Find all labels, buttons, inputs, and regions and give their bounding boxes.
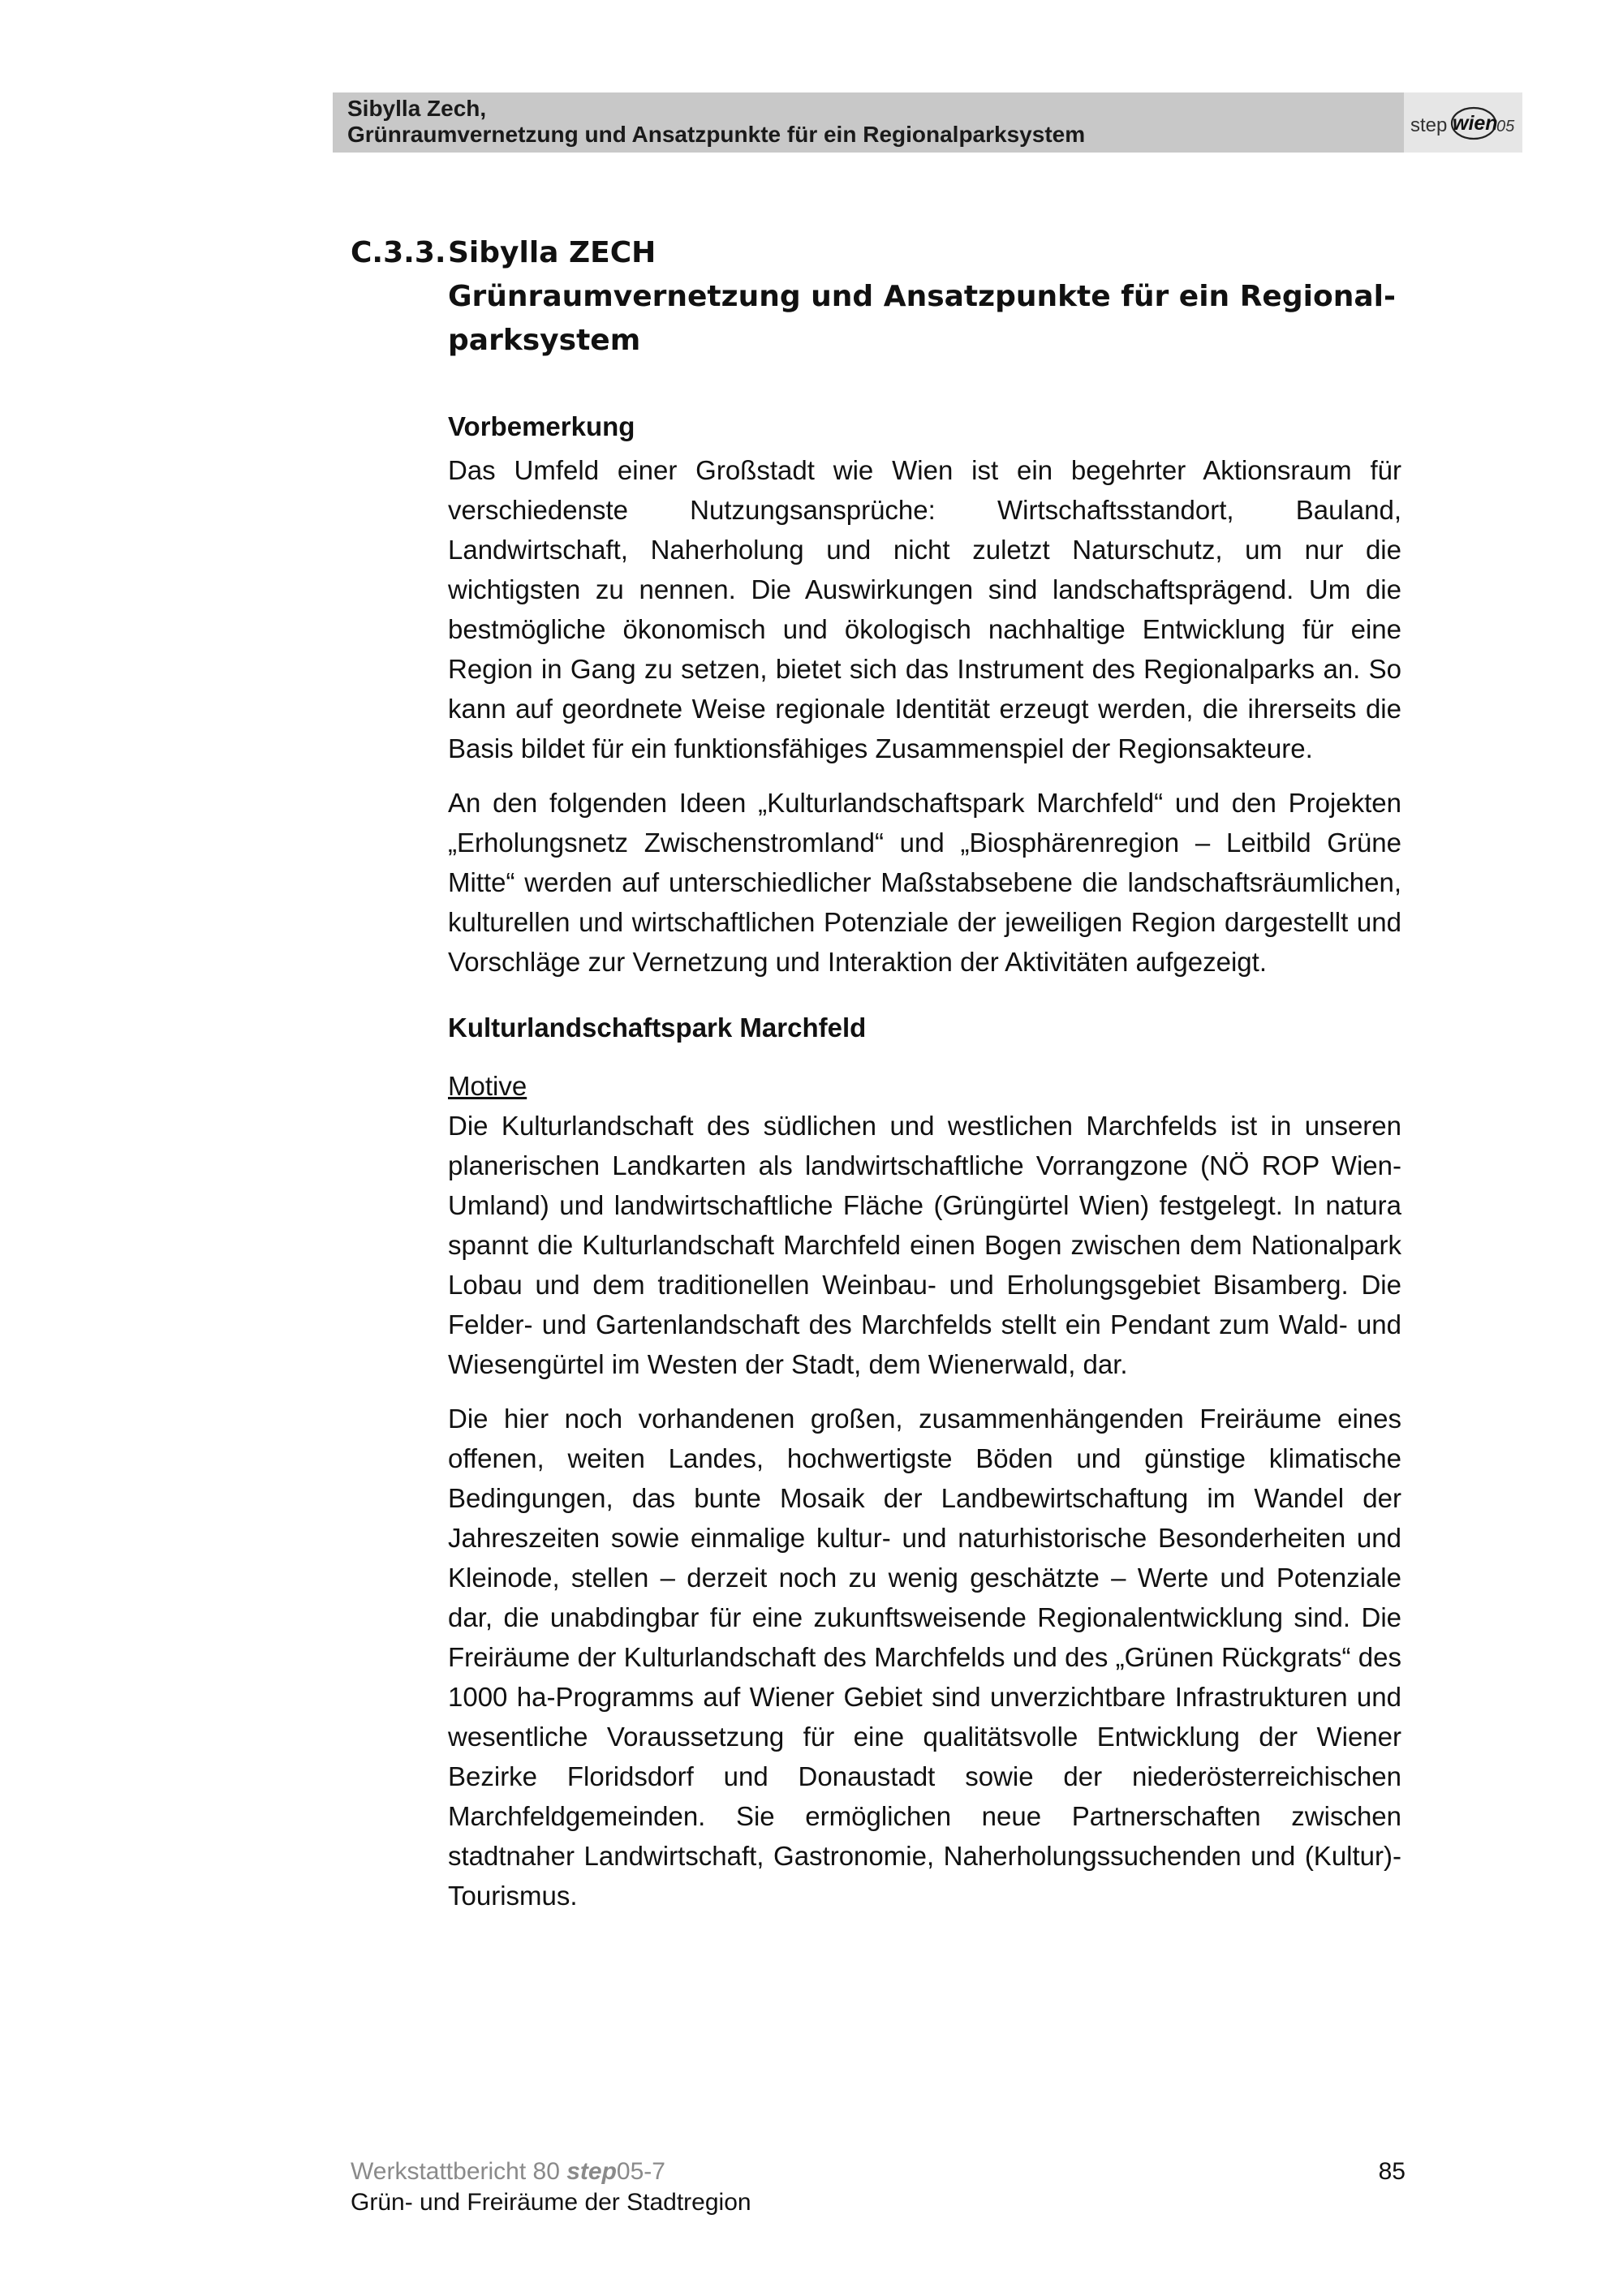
logo-wien: wien xyxy=(1453,112,1498,135)
footer-subtitle: Grün- und Freiräume der Stadtregion xyxy=(351,2189,751,2216)
footer-report-line xyxy=(351,2156,1406,2187)
page-footer xyxy=(351,2156,1406,2218)
logo-05: 05 xyxy=(1496,118,1515,135)
header-title: Grünraumvernetzung und Ansatzpunkte für ein Regionalparksystem xyxy=(347,122,1086,147)
heading-vorbemerkung: Vorbemerkung xyxy=(448,411,635,441)
subheading-motive: Motive xyxy=(448,1071,527,1101)
paragraph-1: Das Umfeld einer Großstadt wie Wien ist ein begehrter Aktionsraum für verschiedenste Nutzungsansprüche: Wirtschaftsstandort, Bauland, Landwirtschaft, Naherholung und nicht zuletzt Naturschutz, um nur die wichtigsten zu nennen. Die Auswirkungen sind landschaftsprägend. Um die bestmögliche ökonomisch und ökologisch nachhaltige Entwicklung für eine Region in Gang zu setzen, bietet sich das Instrument des Regionalparks an. So kann auf geordnete Weise regionale Identität erzeugt werden, die ihrerseits die Basis bildet für ein funktionsfähiges Zusammenspiel der Regionsakteure. xyxy=(448,455,1401,763)
logo-step: step xyxy=(1410,114,1448,136)
running-header xyxy=(333,92,1404,153)
header-author: Sibylla Zech, xyxy=(347,96,487,121)
section-title-line-2: Grünraumvernetzung und Ansatzpunkte für ein Regional- xyxy=(448,280,1396,313)
main-content xyxy=(448,403,1401,1915)
paragraph-2: An den folgenden Ideen „Kulturlandschaftspark Marchfeld“ und den Projekten „Erholungsnetz Zwischenstromland“ und „Biosphärenregion – Leitbild Grüne Mitte“ werden auf unterschiedlicher Maßstabsebene die landschaftsräumlichen, kulturellen und wirtschaftlichen Potenziale der jeweiligen Region dargestellt und Vorschläge zur Vernetzung und Interaktion der Aktivitäten aufgezeigt. xyxy=(448,788,1401,977)
section-title-line-1: Sibylla ZECH xyxy=(448,236,657,269)
paragraph-3: Die Kulturlandschaft des südlichen und westlichen Marchfelds ist in unseren planerischen Landkarten als landwirtschaftliche Vorrangzone (NÖ ROP Wien-Umland) und landwirtschaftliche Fläche (Grüngürtel Wien) festgelegt. In natura spannt die Kulturlandschaft Marchfeld einen Bogen zwischen dem Nationalpark Lobau und dem traditionellen Weinbau- und Erholungsgebiet Bisamberg. Die Felder- und Gartenlandschaft des Marchfelds stellt ein Pendant zum Wald- und Wiesengürtel im Westen der Stadt, dem Wienerwald, dar. xyxy=(448,1111,1401,1379)
stepwien-logo xyxy=(1404,92,1522,153)
section-number: C.3.3. xyxy=(351,236,446,269)
stepwien-logo-icon xyxy=(1404,92,1522,153)
heading-kulturlandschaftspark: Kulturlandschaftspark Marchfeld xyxy=(448,1013,867,1043)
footer-step-rest: 05-7 xyxy=(616,2158,665,2185)
page-number: 85 xyxy=(1378,2158,1406,2185)
footer-step-bold: step xyxy=(566,2158,617,2185)
paragraph-4: Die hier noch vorhandenen großen, zusammenhängenden Freiräume eines offenen, weiten Landes, hochwertigste Böden und günstige klimatische Bedingungen, das bunte Mosaik der Landbewirtschaftung im Wandel der Jahreszeiten sowie einmalige kultur- und naturhistorische Besonderheiten und Kleinode, stellen – derzeit noch zu wenig geschätzte – Werte und Potenziale dar, die unabdingbar für eine zukunftsweisende Regionalentwicklung sind. Die Freiräume der Kulturlandschaft des Marchfelds und des „Grünen Rückgrats“ des 1000 ha-Programms auf Wiener Gebiet sind unverzichtbare Infrastrukturen und wesentliche Voraussetzung für eine qualitätsvolle Entwicklung der Wiener Bezirke Floridsdorf und Donaustadt sowie der niederösterreichischen Marchfeldgemeinden. Sie ermöglichen neue Partnerschaften zwischen stadtnaher Landwirtschaft, Gastronomie, Naherholungssuchenden und (Kultur)-Tourismus. xyxy=(448,1404,1401,1911)
footer-report: Werkstattbericht 80 xyxy=(351,2158,560,2185)
section-title-line-3: parksystem xyxy=(448,324,641,357)
